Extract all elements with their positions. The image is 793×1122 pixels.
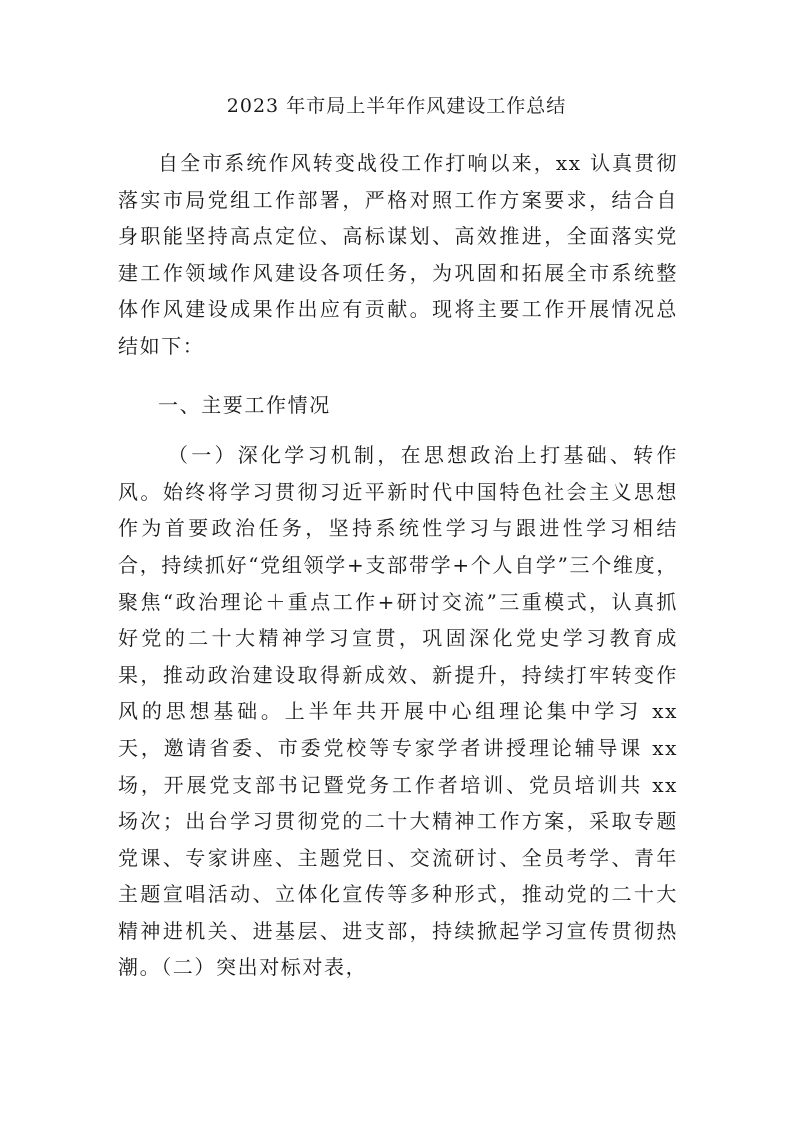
body-paragraph: （一）深化学习机制，在思想政治上打基础、转作风。始终将学习贯彻习近平新时代中国特色社会主义思想作为首要政治任务，坚持系统性学习与跟进性学习相结合，持续抓好“党组领学+支部带学+个人自学”三个维度，聚焦“政治理论＋重点工作+研讨交流”三重模式，认真抓好党的二十大精神学习宣贯，巩固深化党史学习教育成果，推动政治建设取得新成效、新提升，持续打牢转变作风的思想基础。上半年共开展中心组理论集中学习 xx 天，邀请省委、市委党校等专家学者讲授理论辅导课 xx 场，开展党支部书记暨党务工作者培训、党员培训共 xx 场次；出台学习贯彻党的二十大精神工作方案，采取专题党课、专家讲座、主题党日、交流研讨、全员考学、青年主题宣唱活动、立体化宣传等多种形式，推动党的二十大精神进机关、进基层、进支部，持续掀起学习宣传贯彻热潮。（二）突出对标对表，: [118, 443, 678, 980]
intro-paragraph: 自全市系统作风转变战役工作打响以来，xx 认真贯彻落实市局党组工作部署，严格对照工作方案要求，结合自身职能坚持高点定位、高标谋划、高效推进，全面落实党建工作领域作风建设各项任务，为巩固和拓展全市系统整体作风建设成果作出应有贡献。现将主要工作开展情况总结如下：: [118, 151, 678, 358]
section-heading: 一、主要工作情况: [158, 392, 331, 417]
document-body: [118, 145, 678, 986]
document-title: 2023 年市局上半年作风建设工作总结: [226, 95, 567, 117]
